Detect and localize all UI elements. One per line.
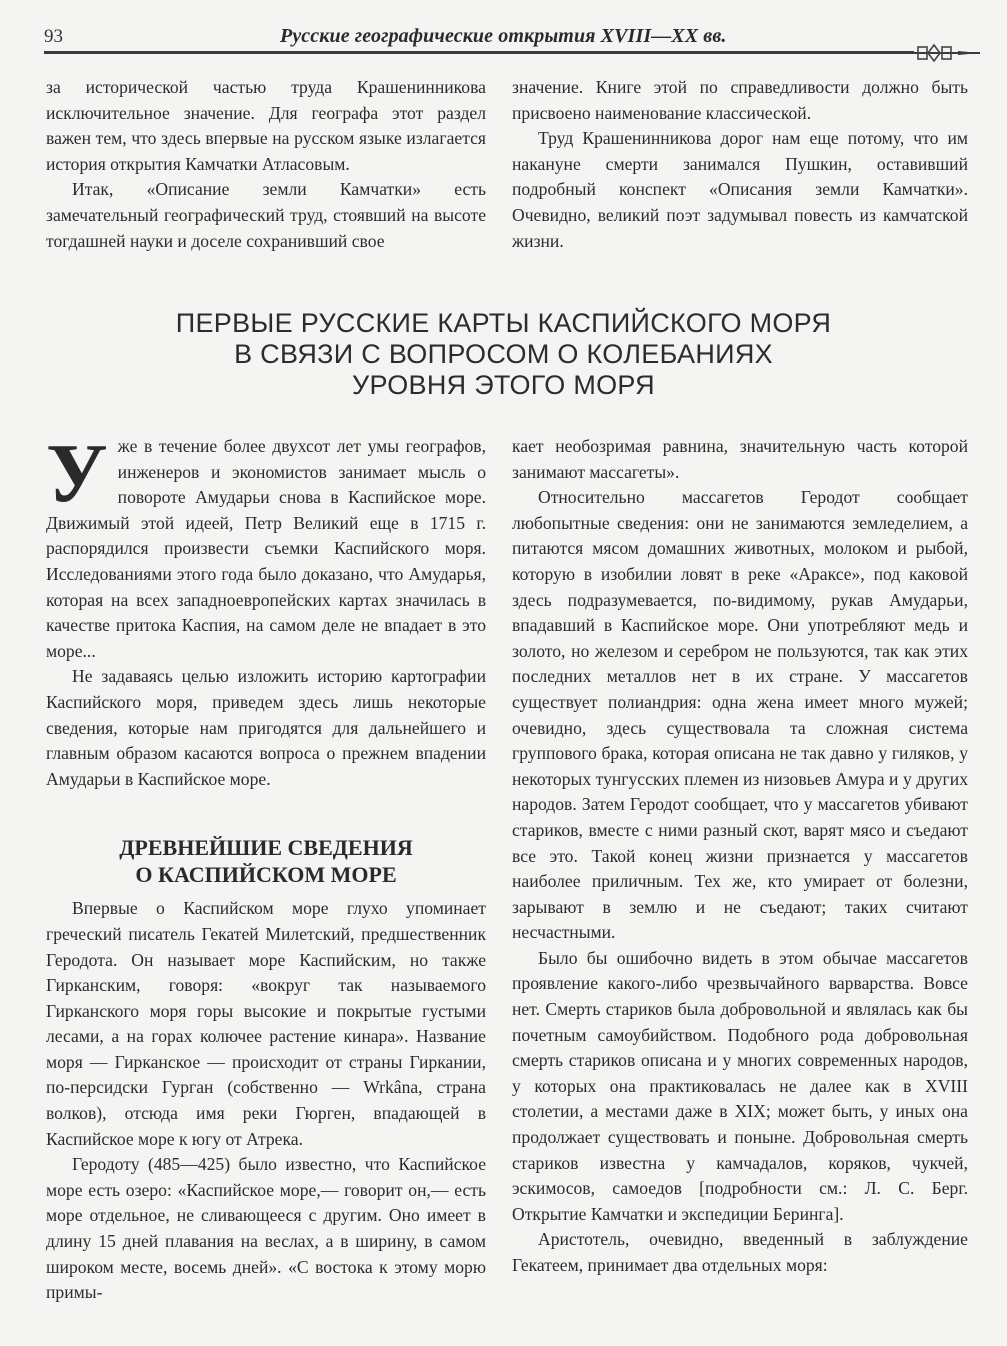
top-right-column (512, 75, 968, 254)
article-right-column (512, 434, 968, 1279)
paragraph (46, 427, 486, 664)
paragraph: Аристотель, очевидно, введенный в заблуждение Гекатеем, принимает два отдельных моря: (512, 1229, 968, 1275)
paragraph: Геродоту (485—425) было известно, что Каспийское море есть озеро: «Каспийское море,— говорит он,— есть море отдельное, не сливающееся с другим. Оно имеет в длину 15 дней плавания на веслах, а в ширину, в самом широком месте, восемь дней». «С востока к этому морю примы- (46, 1154, 486, 1303)
running-title: Русские географические открытия XVIII—XX вв. (280, 25, 727, 47)
paragraph: кает необозримая равнина, значительную часть которой занимают массагеты». (512, 436, 968, 482)
paragraph: Относительно массагетов Геродот сообщает любопытные сведения: они не занимаются земледелием, а питаются мясом домашних животных, молоком и рыбой, которую в изобилии ловят в реке «Араксе», под каковой здесь подразумевается, по-видимому, рукав Амударьи, впадавший в Каспийское море. Они употребляют медь и золото, но железом и серебром не пользуются, так как этих последних металлов нет в их стране. У массагетов существует полиандрия: одна жена имеет много мужей; очевидно, здесь существовала та сложная система группового брака, которая описана не так давно у гиляков, у некоторых тунгусских племен из низовьев Амура и у других народов. Затем Геродот сообщает, что у массагетов убивают стариков, вместе с ними разный скот, варят мясо и съедают все это. Такой конец жизни признается у массагетов наиболее приличным. Тех же, кто умирает от болезни, зарывают в землю и не съедают; таких считают несчастными. (512, 487, 968, 943)
article-title-line: В СВЯЗИ С ВОПРОСОМ О КОЛЕБАНИЯХ (234, 339, 773, 369)
header-rule (44, 51, 914, 54)
paragraph: за исторической частью труда Крашенинникова исключительное значение. Для географа этот раздел важен тем, что здесь впервые на русском языке излагается история открытия Камчатки Атласовым. (46, 77, 486, 174)
page-header (44, 18, 974, 58)
article-title-line: ПЕРВЫЕ РУССКИЕ КАРТЫ КАСПИЙСКОГО МОРЯ (175, 308, 832, 338)
paragraph: Было бы ошибочно видеть в этом обычае массагетов проявление какого-либо чрезвычайного варварства. Вовсе нет. Смерть стариков была добровольной и являлась как бы почетным самоубийством. Подобного рода добровольная смерть стариков описана и у многих современных народов, у которых она практиковалась не далее как в XVIII столетии, а местами даже в XIX; может быть, у иных она продолжает существовать и поныне. Добровольная смерть стариков известна у камчадалов, коряков, чукчей, эскимосов, самоедов [подробности см.: Л. С. Берг. Открытие Камчатки и экспедиции Беринга]. (512, 947, 968, 1224)
article-title (100, 308, 907, 401)
paragraph: Итак, «Описание земли Камчатки» есть замечательный географический труд, стоявший на высоте тогдашней науки и доселе сохранивший свое (46, 179, 486, 251)
paragraph-text: же в течение более двухсот лет умы географов, инженеров и экономистов занимает мысль о повороте Амударьи снова в Каспийское море. Движимый этой идеей, Петр Великий еще в 1715 г. распорядился произвести съемки Каспийского моря. Исследованиями этого года было доказано, что Амударья, которая на всех западноевропейских картах значилась в качестве притока Каспия, на самом деле не впадает в это море... (46, 436, 486, 661)
paragraph: Впервые о Каспийском море глухо упоминает греческий писатель Гекатей Милетский, предшественник Геродота. Он называет море Каспийским, но также Гирканским, говоря: «вокруг так называемого Гирканского моря горы высокие и покрытые густыми лесами, а на горах колючее растение кинара». Название моря — Гирканское — происходит от страны Гиркании, по-персидски Гурган (собственно — Wrkâna, страна волков), отсюда имя реки Гюрген, впадающей в Каспийское море к югу от Атрека. (46, 898, 486, 1149)
decorative-ornament-icon (912, 42, 980, 64)
section-heading-line: ДРЕВНЕЙШИЕ СВЕДЕНИЯ (119, 835, 413, 861)
top-left-column (46, 75, 486, 254)
section-heading (46, 834, 486, 888)
paragraph: Не задаваясь целью изложить историю картографии Каспийского моря, приведем здесь лишь некоторые сведения, которые нам пригодятся для дальнейшего и главным образом касаются вопроса о прежнем впадении Амударьи в Каспийское море. (46, 666, 486, 789)
article-left-column (46, 427, 486, 1306)
section-heading-line: О КАСПИЙСКОМ МОРЕ (135, 862, 397, 888)
page-number: 93 (44, 26, 63, 47)
article-title-line: УРОВНЯ ЭТОГО МОРЯ (352, 370, 655, 400)
drop-cap: У (46, 427, 108, 520)
paragraph: значение. Книге этой по справедливости должно быть присвоено наименование классической. (512, 77, 968, 123)
paragraph: Труд Крашенинникова дорог нам еще потому, что им накануне смерти занимался Пушкин, оставивший подробный конспект «Описания земли Камчатки». Очевидно, великий поэт задумывал повесть из камчатской жизни. (512, 128, 968, 251)
